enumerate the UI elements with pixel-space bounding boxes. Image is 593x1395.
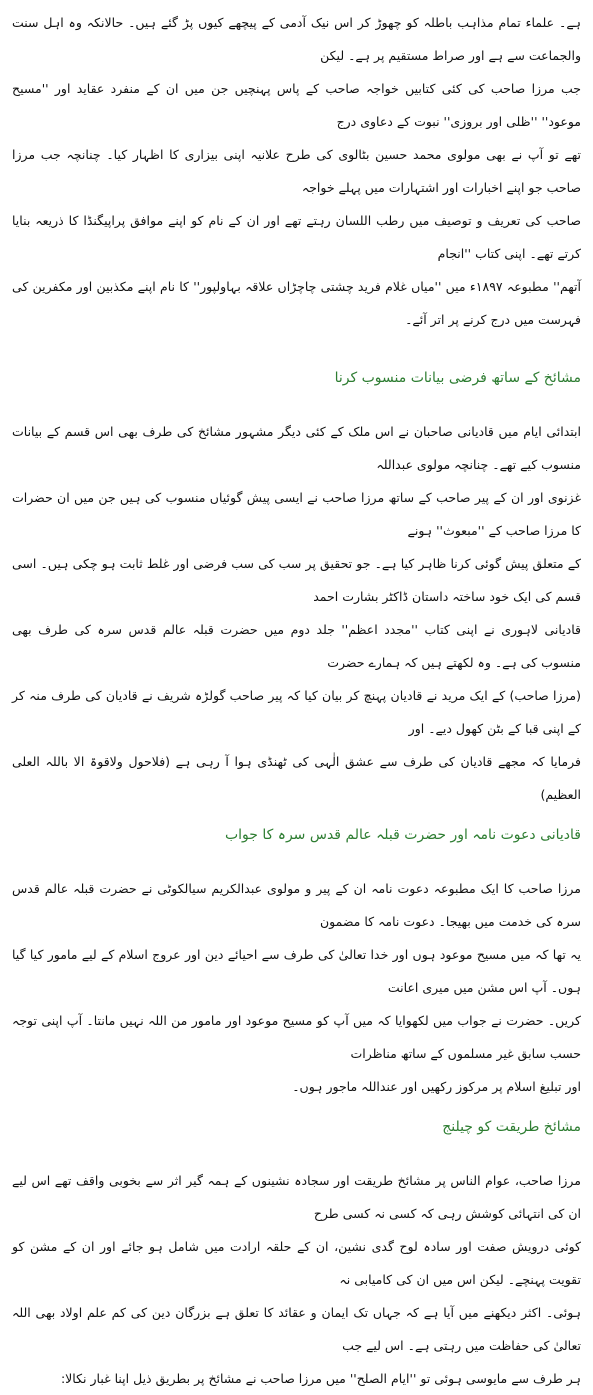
text-line: فرمایا کہ مجھے قادیان کی طرف سے عشق الٰہی کی ٹھنڈی ہوا آ رہی ہے (فلاحول ولاقوۃ الا باللہ العلی العظیم) xyxy=(12,754,581,802)
text-line: ہے۔ علماء تمام مذاہب باطلہ کو چھوڑ کر اس نیک آدمی کے پیچھے کیوں پڑ گئے ہیں۔ حالانکہ وہ اہل سنت والجماعت سے ہے اور صراط مستقیم پر ہے۔ لیکن xyxy=(12,15,581,63)
section-heading: قادیانی دعوت نامہ اور حضرت قبلہ عالم قدس سرہ کا جواب xyxy=(224,827,581,843)
section-heading: مشائخ طریقت کو چیلنج xyxy=(442,1119,581,1135)
text-line: صاحب کی تعریف و توصیف میں رطب اللسان رہتے تھے اور ان کے نام کو اپنے موافق پراپیگنڈا کا ذریعہ بنایا کرتے تھے۔ اپنی کتاب ''انجام xyxy=(12,213,581,261)
text-line: مرزا صاحب کا ایک مطبوعہ دعوت نامہ ان کے پیر و مولوی عبدالکریم سیالکوٹی نے حضرت قبلہ عالم قدس سرہ کی خدمت میں بھیجا۔ دعوت نامہ کا مضمون xyxy=(12,881,581,929)
text-line: کریں۔ حضرت نے جواب میں لکھوایا کہ میں آپ کو مسیح موعود اور مامور من اللہ نہیں مانتا۔ آپ اپنی توجہ حسب سابق غیر مسلموں کے ساتھ مناظرات xyxy=(12,1013,581,1061)
paragraph-challenge xyxy=(12,1164,581,1395)
text-line: اور تبلیغ اسلام پر مرکوز رکھیں اور عنداللہ ماجور ہوں۔ xyxy=(292,1079,581,1094)
text-line: جب مرزا صاحب کی کئی کتابیں خواجہ صاحب کے پاس پہنچیں جن میں ان کے منفرد عقاید اور ''مسیح موعود'' ''ظلی اور بروزی'' نبوت کے دعاوی درج xyxy=(12,81,581,129)
text-line: کے متعلق پیش گوئی کرنا ظاہر کیا ہے۔ جو تحقیق پر سب کی سب فرضی اور غلط ثابت ہو چکی ہیں۔ اسی قسم کی ایک خود ساختہ داستان ڈاکٹر بشارت احمد xyxy=(12,556,581,604)
text-line: مرزا صاحب، عوام الناس پر مشائخ طریقت اور سجادہ نشینوں کے ہمہ گیر اثر سے بخوبی واقف تھے اس لیے ان کی انتہائی کوشش رہی کہ کسی نہ کسی طرح xyxy=(12,1173,581,1221)
paragraph-intro xyxy=(12,6,581,336)
text-line: ہر طرف سے مایوسی ہوئی تو ''ایام الصلح'' میں مرزا صاحب نے مشائخ پر بطریق ذیل اپنا غبار نکالا: xyxy=(60,1371,581,1386)
text-line: غزنوی اور ان کے پیر صاحب کے ساتھ مرزا صاحب نے ایسی پیش گوئیاں منسوب کی ہیں جن میں ان حضرات کا مرزا صاحب کے ''مبعوث'' ہونے xyxy=(12,490,581,538)
paragraph-false-statements xyxy=(12,415,581,811)
text-line: یہ تھا کہ میں مسیح موعود ہوں اور خدا تعالیٰ کی طرف سے احیائے دین اور عروج اسلام کے لیے مامور کیا گیا ہوں۔ آپ اس مشن میں میری اعانت xyxy=(12,947,581,995)
text-line: تھے تو آپ نے بھی مولوی محمد حسین بٹالوی کی طرح علانیہ اپنی بیزاری کا اظہار کیا۔ چنانچہ جب مرزا صاحب جو اپنے اخبارات اور اشتہارات میں پہلے خواجہ xyxy=(12,147,581,195)
text-line: قادیانی لاہوری نے اپنی کتاب ''مجدد اعظم'' جلد دوم میں حضرت قبلہ عالم قدس سرہ کی طرف بھی منسوب کی ہے۔ وہ لکھتے ہیں کہ ہمارے حضرت xyxy=(12,622,581,670)
text-line: ابتدائی ایام میں قادیانی صاحبان نے اس ملک کے کئی دیگر مشہور مشائخ کی طرف بھی اس قسم کے بیانات منسوب کیے تھے۔ چنانچہ مولوی عبداللہ xyxy=(12,424,581,472)
text-line: آتھم'' مطبوعہ ۱۸۹۷ء میں ''میاں غلام فرید چشتی چاچڑاں علاقہ بہاولپور'' کا نام اپنے مکذبین اور مکفرین کی فہرست میں درج کرنے پر اتر آئے۔ xyxy=(12,279,581,327)
section-heading: مشائخ کے ساتھ فرضی بیانات منسوب کرنا xyxy=(334,370,581,386)
text-line: ہوئی۔ اکثر دیکھنے میں آیا ہے کہ جہاں تک ایمان و عقائد کا تعلق ہے بزرگان دین کی کم علم اولاد بھی اللہ تعالیٰ کی حفاظت میں رہتی ہے۔ اس لیے جب xyxy=(12,1305,581,1353)
text-line: (مرزا صاحب) کے ایک مرید نے قادیان پہنچ کر بیان کیا کہ پیر صاحب گولڑہ شریف نے قادیان کی طرف منہ کر کے اپنی قبا کے بٹن کھول دیے۔ اور xyxy=(12,688,581,736)
text-line: کوئی درویش صفت اور سادہ لوح گدی نشین، ان کے حلقہ ارادت میں شامل ہو جائے اور ان کے مشن کو تقویت پہنچے۔ لیکن اس میں ان کی کامیابی نہ xyxy=(12,1239,581,1287)
paragraph-invitation xyxy=(12,872,581,1103)
